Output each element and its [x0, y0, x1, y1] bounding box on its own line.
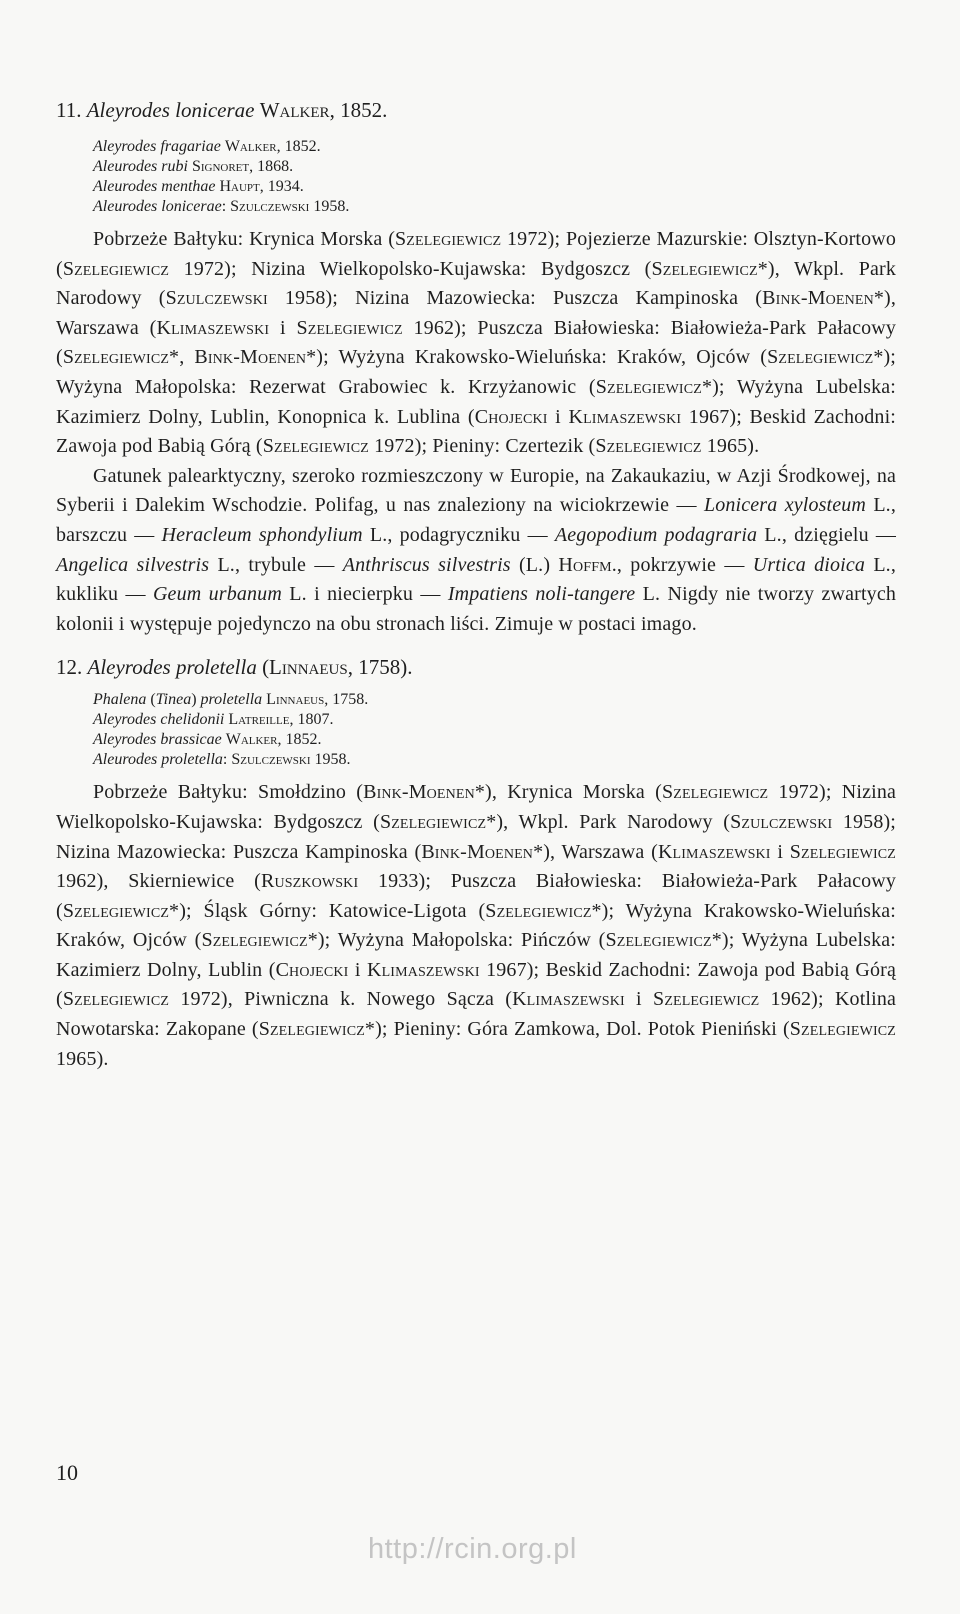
synonym-year: , 1934.	[259, 178, 304, 195]
synonym-year: , 1868.	[249, 158, 294, 175]
synonym-author: : Szulczewski	[221, 198, 310, 215]
synonym-item: Aleyrodes brassicae Walker, 1852.	[93, 731, 322, 749]
species-heading-11	[56, 98, 896, 123]
species-name: Aleyrodes lonicerae	[86, 98, 255, 122]
synonym-item	[93, 177, 896, 197]
synonym-name: Aleurodes lonicerae	[93, 198, 222, 215]
synonym-author: Haupt	[219, 178, 260, 195]
page-number: 10	[56, 1460, 78, 1485]
species-author: (Linnaeus, 1758).	[262, 655, 413, 680]
synonym-item: Aleyrodes chelidonii Latreille, 1807.	[93, 711, 334, 729]
synonym-author: Walker	[224, 138, 277, 155]
species-heading-12	[56, 655, 896, 680]
synonym-item	[93, 197, 896, 217]
synonym-name: Aleurodes menthae	[93, 178, 216, 195]
synonym-year: 1958.	[309, 198, 350, 215]
synonym-list-12	[93, 690, 896, 770]
species-year: , 1852.	[329, 98, 388, 122]
biology-paragraph-11: Gatunek palearktyczny, szeroko rozmieszczony w Europie, na Zakaukaziu, w Azji Środkowej, na Syberii i Dalekim Wschodzie. Polifag, u nas znaleziony na wiciokrzewie — Lonicera xylosteum L., barszczu — Heracleum sphondylium L., podagryczniku — Aegopodium podagraria L., dzięgielu — Angelica silvestris L., trybule — Anthriscus silvestris (L.) Hoffm., pokrzywie — Urtica dioica L., kukliku — Geum urbanum L. i niecierpku — Impatiens noli-tangere L. Nigdy nie tworzy zwartych kolonii i występuje pojedynczo na obu stronach liści. Zimuje w postaci imago.	[56, 464, 897, 635]
synonym-name: Aleurodes rubi	[93, 158, 188, 175]
synonym-item: Phalena (Tinea) proletella Linnaeus, 1758.	[93, 691, 369, 709]
synonym-item	[93, 157, 896, 177]
synonym-list-11	[93, 137, 896, 217]
synonym-year: , 1852.	[276, 138, 321, 155]
distribution-paragraph-12: Pobrzeże Bałtyku: Smołdzino (Bink-Moenen*), Krynica Morska (Szelegiewicz 1972); Nizina Wielkopolsko-Kujawska: Bydgoszcz (Szelegiewicz*), Wkpl. Park Narodowy (Szulczewski 1958); Nizina Mazowiecka: Puszcza Kampinoska (Bink-Moenen*), Warszawa (Klimaszewski i Szelegiewicz 1962), Skierniewice (Ruszkowski 1933); Puszcza Białowieska: Białowieża-Park Pałacowy (Szelegiewicz*); Śląsk Górny: Katowice-Ligota (Szelegiewicz*); Wyżyna Krakowsko-Wieluńska: Kraków, Ojców (Szelegiewicz*); Wyżyna Małopolska: Pińczów (Szelegiewicz*); Wyżyna Lubelska: Kazimierz Dolny, Lublin (Chojecki i Klimaszewski 1967); Beskid Zachodni: Zawoja pod Babią Górą (Szelegiewicz 1972), Piwniczna k. Nowego Sącza (Klimaszewski i Szelegiewicz 1962); Kotlina Nowotarska: Zakopane (Szelegiewicz*); Pieniny: Góra Zamkowa, Dol. Potok Pieniński (Szelegiewicz 1965).	[56, 781, 897, 1070]
species-author: Walker	[259, 98, 330, 122]
synonym-item	[93, 137, 896, 157]
species-number: 11.	[56, 98, 82, 122]
document-page	[56, 98, 896, 1074]
species-name: Aleyrodes proletella	[87, 655, 257, 680]
distribution-paragraph-11: Pobrzeże Bałtyku: Krynica Morska (Szelegiewicz 1972); Pojezierze Mazurskie: Olsztyn-Kortowo (Szelegiewicz 1972); Nizina Wielkopolsko-Kujawska: Bydgoszcz (Szelegiewicz*), Wkpl. Park Narodowy (Szulczewski 1958); Nizina Mazowiecka: Puszcza Kampinoska (Bink-Moenen*), Warszawa (Klimaszewski i Szelegiewicz 1962); Puszcza Białowieska: Białowieża-Park Pałacowy (Szelegiewicz*, Bink-Moenen*); Wyżyna Krakowsko-Wieluńska: Kraków, Ojców (Szelegiewicz*); Wyżyna Małopolska: Rezerwat Grabowiec k. Krzyżanowic (Szelegiewicz*); Wyżyna Lubelska: Kazimierz Dolny, Lublin, Konopnica k. Lublina (Chojecki i Klimaszewski 1967); Beskid Zachodni: Zawoja pod Babią Górą (Szelegiewicz 1972); Pieniny: Czertezik (Szelegiewicz 1965).	[56, 228, 896, 458]
synonym-name: Aleyrodes fragariae	[93, 138, 221, 155]
synonym-item: Aleurodes proletella: Szulczewski 1958.	[93, 751, 351, 769]
watermark-url: http://rcin.org.pl	[368, 1533, 577, 1565]
synonym-author: Signoret	[191, 158, 250, 175]
species-number: 12.	[56, 655, 83, 680]
